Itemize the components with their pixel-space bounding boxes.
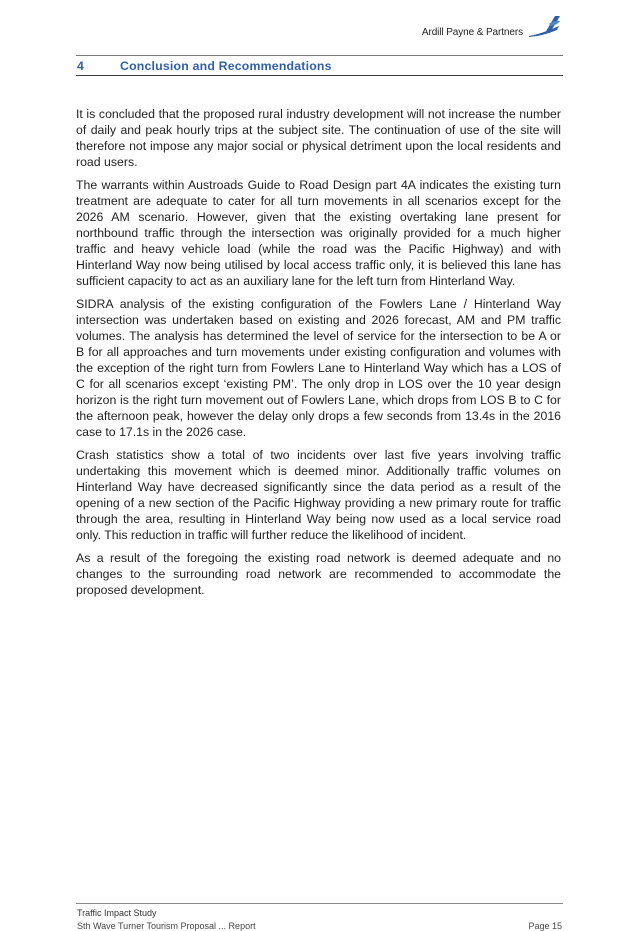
document-body [76,106,561,605]
section-heading [76,55,563,76]
section-number: 4 [77,58,84,73]
paragraph-austroads-warrants: The warrants within Austroads Guide to Road Design part 4A indicates the existing turn treatment are adequate to cater for all turn movements in all scenarios except for the 2026 AM scenario. However, given that the existing overtaking lane present for northbound traffic through the intersection was originally provided for a much higher traffic and heavy vehicle load (while the road was the Pacific Highway) and with Hinterland Way now being utilised by local access traffic only, it is believed this lane has sufficient capacity to act as an auxiliary lane for the left turn from Hinterland Way. [76,178,561,288]
ardill-payne-logo-icon [527,14,561,40]
section-title: Conclusion and Recommendations [120,58,332,73]
brand-name: Ardill Payne & Partners [421,27,523,38]
paragraph-conclusion-trips: It is concluded that the proposed rural industry development will not increase the number of daily and peak hourly trips at the subject site. The continuation of use of the site will therefore not impose any major social or physical detriment upon the local residents and road users. [76,107,561,169]
paragraph-crash-statistics: Crash statistics show a total of two incidents over last five years involving traffic undertaking this movement which is deemed minor. Additionally traffic volumes on Hinterland Way have decreased significantly since the data period as a result of the opening of a new section of the Pacific Highway providing a new primary route for traffic through the area, resulting in Hinterland Way being now used as a local service road only. This reduction in traffic will further reduce the likelihood of incident. [76,448,561,542]
paragraph-sidra-analysis: SIDRA analysis of the existing configuration of the Fowlers Lane / Hinterland Way intersection was undertaken based on existing and 2026 forecast, AM and PM traffic volumes. The analysis has determined the level of service for the intersection to be A or B for all approaches and turn movements under existing configuration and volumes with the exception of the right turn from Fowlers Lane to Hinterland Way which has a LOS of C for all scenarios except ‘existing PM’. The only drop in LOS over the 10 year design horizon is the right turn movement out of Fowlers Lane, which drops from LOS B to C for the afternoon peak, however the delay only drops a few seconds from 13.4s in the 2016 case to 17.1s in the 2026 case. [76,297,561,439]
paragraph-final-recommendation: As a result of the foregoing the existing road network is deemed adequate and no changes to the surrounding road network are recommended to accommodate the proposed development. [76,551,561,597]
footer-page-number: Page 15 [528,921,562,931]
footer-project-name: Sth Wave Turner Tourism Proposal ... Report [77,921,256,931]
page-footer [76,903,563,931]
page-header [422,14,561,40]
footer-document-title: Traffic Impact Study [77,908,157,918]
